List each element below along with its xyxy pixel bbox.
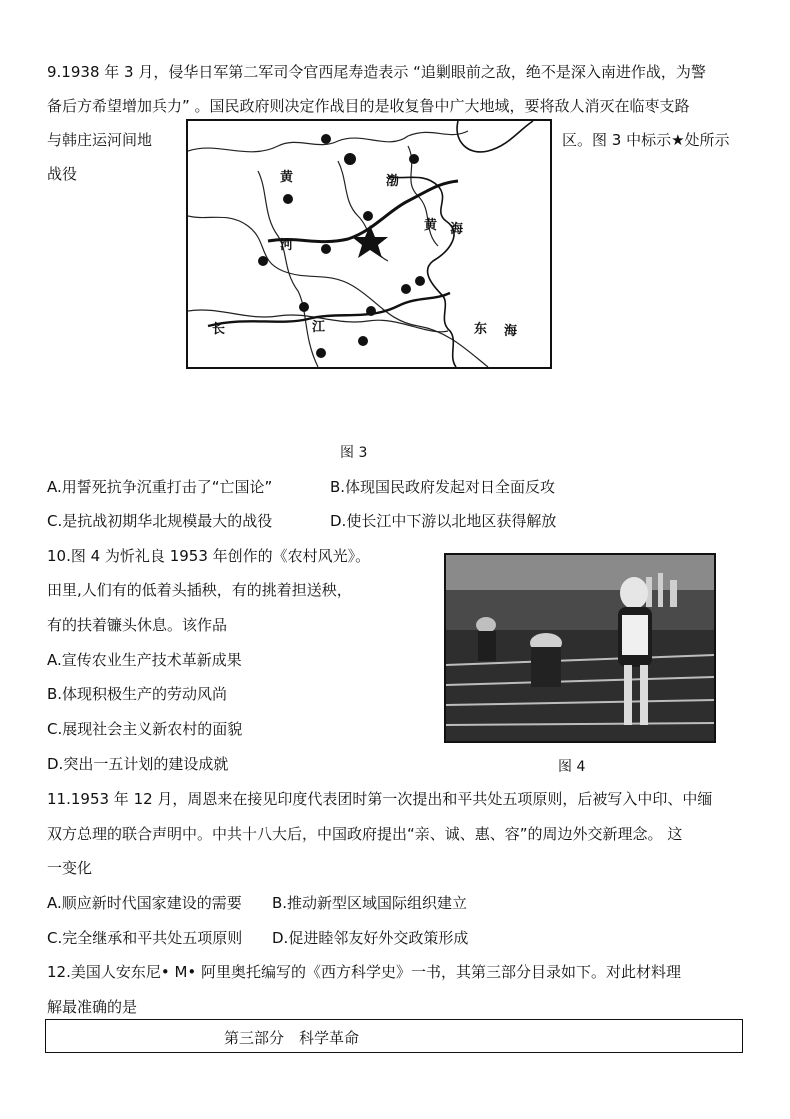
- q11-text-line-1: 11.1953 年 12 月，周恩来在接见印度代表团时第一次提出和平共处五项原则，后被写入中印、中缅: [47, 790, 713, 808]
- q11-option-a: A.顺应新时代国家建设的需要: [47, 894, 242, 912]
- map-city-dot: [358, 336, 368, 346]
- q11-text-line-3: 一变化: [47, 859, 93, 877]
- q12-table-header: 第三部分 科学革命: [224, 1029, 360, 1047]
- q10-option-a: A.宣传农业生产技术革新成果: [47, 651, 242, 669]
- map-city-dot: [366, 306, 376, 316]
- q9-text-line-1: 9.1938 年 3 月，侵华日军第二军司令官西尾寿造表示 “追剿眼前之敌，绝不是深入南进作战，为警: [47, 63, 706, 81]
- map-label-huanghai-1: 黄: [424, 218, 438, 233]
- q9-text-line-2: 备后方希望增加兵力” 。国民政府则决定作战目的是收复鲁中广大地域，要将敌人消灭在临枣支路: [47, 97, 690, 115]
- map-label-he: 河: [280, 238, 294, 253]
- map-label-huanghai-2: 海: [450, 222, 464, 237]
- map-city-dot: [415, 276, 425, 286]
- map-label-donghai-2: 海: [504, 324, 518, 339]
- q9-text-line-4: 战役: [47, 165, 78, 183]
- map-city-dot: [321, 244, 331, 254]
- q9-option-c: C.是抗战初期华北规模最大的战役: [47, 512, 273, 530]
- q9-option-d: D.使长江中下游以北地区获得解放: [330, 512, 557, 530]
- map-city-dot: [363, 211, 373, 221]
- q10-text-line-2: 田里,人们有的低着头插秧，有的挑着担送秧，: [47, 581, 352, 599]
- map-drawing: [188, 121, 550, 367]
- q10-option-b: B.体现积极生产的劳动风尚: [47, 685, 228, 703]
- q12-contents-table: [45, 1019, 743, 1053]
- q12-text-line-1: 12.美国人安东尼• M• 阿里奥托编写的《西方科学史》一书，其第三部分目录如下。对此材料理: [47, 963, 682, 981]
- map-battle-star-icon: [352, 225, 388, 258]
- q9-text-line-3-left: 与韩庄运河间地: [47, 131, 153, 149]
- q11-text-line-2: 双方总理的联合声明中。中共十八大后，中国政府提出“亲、诚、惠、容”的周边外交新理念。 这: [47, 825, 683, 843]
- q10-option-d: D.突出一五计划的建设成就: [47, 755, 229, 773]
- map-label-bohai: 渤: [386, 174, 400, 189]
- q9-option-b: B.体现国民政府发起对日全面反攻: [330, 478, 556, 496]
- q11-option-d: D.促进睦邻友好外交政策形成: [272, 929, 469, 947]
- map-coastline: [388, 176, 456, 367]
- q9-option-a: A.用誓死抗争沉重打击了“亡国论”: [47, 478, 273, 496]
- map-label-chang: 长: [212, 322, 226, 337]
- q11-option-b: B.推动新型区域国际组织建立: [272, 894, 468, 912]
- q11-option-c: C.完全继承和平共处五项原则: [47, 929, 243, 947]
- q12-text-line-2: 解最准确的是: [47, 998, 138, 1016]
- map-city-dot: [321, 134, 331, 144]
- figure-4-caption: 图 4: [558, 759, 586, 775]
- map-label-huang: 黄: [280, 170, 294, 185]
- map-border-middle: [188, 216, 488, 367]
- map-city-dot: [401, 284, 411, 294]
- map-city-dot: [299, 302, 309, 312]
- painting-drawing: [446, 555, 714, 741]
- map-city-dot: [409, 154, 419, 164]
- q10-option-c: C.展现社会主义新农村的面貌: [47, 720, 243, 738]
- map-city-dot: [344, 153, 356, 165]
- q9-text-line-3-right: 区。图 3 中标示★处所示: [562, 131, 730, 149]
- q10-text-line-3: 有的扶着镰头休息。该作品: [47, 616, 228, 634]
- map-city-dot: [258, 256, 268, 266]
- map-river-chang: [208, 293, 450, 326]
- figure-3-caption: 图 3: [340, 445, 368, 461]
- figure-3-map: [186, 119, 552, 369]
- map-city-dot: [283, 194, 293, 204]
- map-coastline-north: [457, 121, 533, 152]
- figure-4-painting: [444, 553, 716, 743]
- q10-text-line-1: 10.图 4 为忻礼良 1953 年创作的《农村风光》。: [47, 547, 371, 565]
- map-label-donghai-1: 东: [474, 322, 488, 337]
- map-label-jiang: 江: [312, 320, 326, 335]
- map-city-dot: [316, 348, 326, 358]
